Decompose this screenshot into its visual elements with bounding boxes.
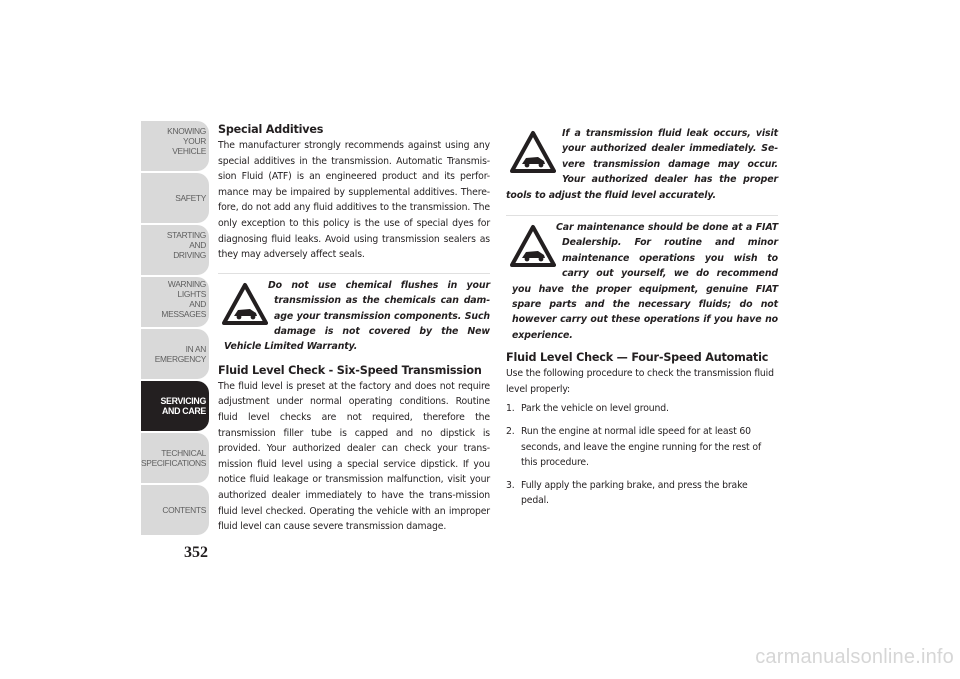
warning-car-maintenance: [506, 215, 778, 343]
special-additives-text: The manufacturer strongly recommends against using any special additives in the transmission. Automatic Transmis-sion Fluid (ATF) is an engineered product and its perfor-mance may be impaired by supplemental additives. There-fore, do not add any fluid additives to the transmission. The only exception to this policy is the use of special dyes for diagnosing fluid leaks. Avoid using transmission sealers as they may adversely affect seals.: [218, 140, 490, 261]
tab-knowing-your-vehicle[interactable]: [141, 121, 209, 171]
left-column: [218, 122, 490, 535]
tab-technical-specifications[interactable]: [141, 433, 209, 483]
tab-label: CONTENTS: [162, 505, 206, 515]
warning-car-icon: [510, 130, 556, 174]
tab-label: KNOWING YOUR VEHICLE: [167, 126, 206, 156]
tab-safety[interactable]: [141, 173, 209, 223]
tab-label: WARNING LIGHTS AND MESSAGES: [161, 279, 206, 319]
six-speed-heading: Fluid Level Check - Six-Speed Transmission: [218, 363, 482, 377]
tab-label: TECHNICAL SPECIFICATIONS: [141, 448, 206, 468]
tab-label: IN AN EMERGENCY: [154, 344, 206, 364]
warning-chemical-flushes: [218, 273, 490, 355]
warning-fluid-leak: [506, 126, 778, 203]
tab-label: STARTING AND DRIVING: [166, 230, 206, 260]
warning-car-icon: [222, 282, 268, 326]
warning-text: Do not use chemical flushes in your transmission as the chemicals can dam-age your transmission components. Such damage is not covered by the New Vehicle Limited Warranty.: [224, 279, 490, 353]
tab-contents[interactable]: [141, 485, 209, 535]
four-speed-intro: Use the following procedure to check the transmission fluid level properly:: [506, 368, 774, 395]
tab-warning-lights-and-messages[interactable]: [141, 277, 209, 327]
list-item: 3. Fully apply the parking brake, and press the brake pedal.: [506, 479, 748, 507]
warning-text: If a transmission fluid leak occurs, visit your authorized dealer immediately. Se-vere transmission damage may occur. Your authorized dealer has the proper tools to adjust the fluid level accurately.: [506, 128, 778, 201]
right-column: [506, 126, 778, 516]
tab-servicing-and-care[interactable]: [141, 381, 209, 431]
procedure-steps: [506, 401, 778, 509]
tab-in-an-emergency[interactable]: [141, 329, 209, 379]
warning-text: Car maintenance should be done at a FIAT Dealership. For routine and minor maintenance operations you wish to carry out yourself, we do recommend you have the proper equipment, genuine FIAT spare parts and the necessary fluids; do not however carry out these operations if you have no experience.: [512, 222, 778, 341]
four-speed-heading: Fluid Level Check — Four-Speed Automatic: [506, 351, 769, 365]
list-item: 1. Park the vehicle on level ground.: [506, 403, 669, 415]
list-item: 2. Run the engine at normal idle speed for at least 60 seconds, and leave the engine running for the rest of this procedure.: [506, 426, 761, 469]
page-number: 352: [184, 544, 208, 561]
watermark: carmanualsonline.info: [755, 646, 954, 668]
warning-car-icon: [510, 224, 556, 268]
tab-starting-and-driving[interactable]: [141, 225, 209, 275]
tab-label: SAFETY: [175, 193, 206, 203]
six-speed-text: The fluid level is preset at the factory and does not require adjustment under normal operating conditions. Routine fluid level checks are not required, therefore the transmission filler tube is capped and no dipstick is provided. Your authorized dealer can check your trans-mission fluid level using a special service dipstick. If you notice fluid leakage or transmission malfunction, visit your authorized dealer immediately to have the trans-mission fluid level checked. Operating the vehicle with an improper fluid level can cause severe transmission damage.: [218, 380, 490, 533]
chapter-tabs: [141, 121, 209, 537]
special-additives-heading: Special Additives: [218, 123, 324, 136]
tab-label: SERVICING AND CARE: [160, 396, 206, 416]
